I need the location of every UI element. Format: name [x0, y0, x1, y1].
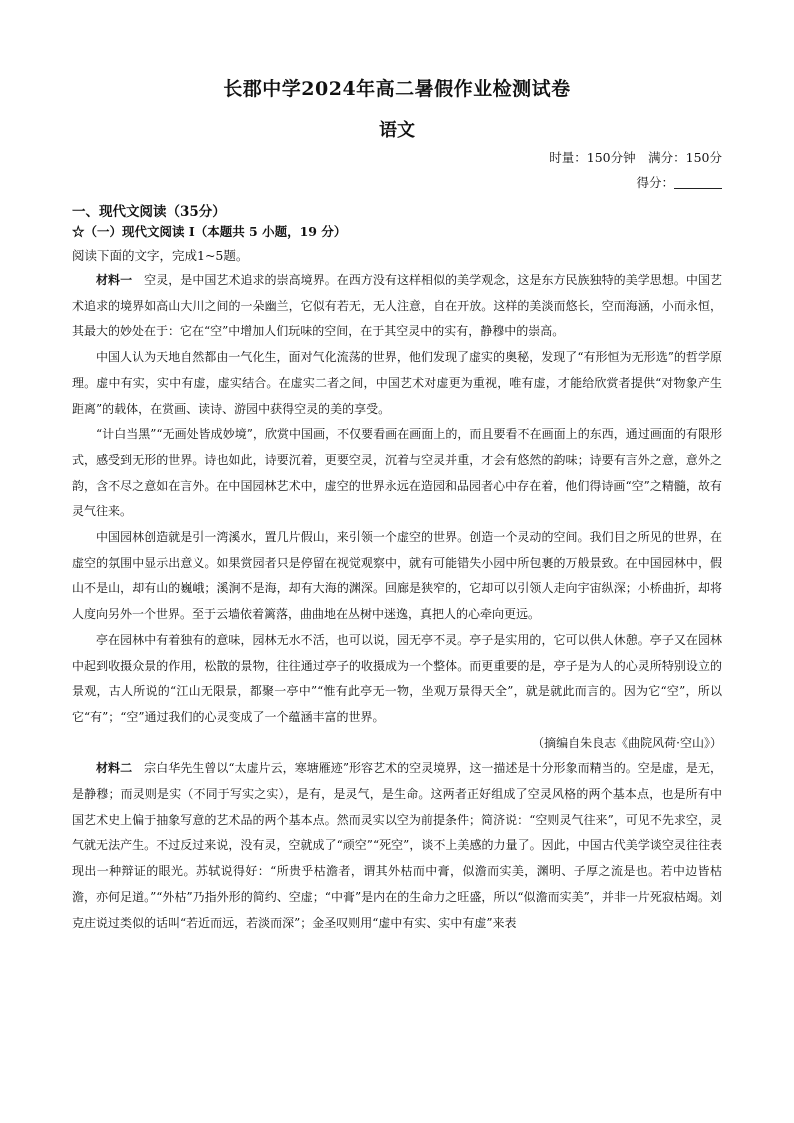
reading-passage [72, 268, 722, 936]
material2-paragraph-1 [72, 756, 722, 936]
material1-paragraph-3: “计白当黑”“无画处皆成妙境”，欣赏中国画，不仅要看画在画面上的，而且要看不在画面上的东西，通过画面的有限形式，感受到无形的世界。诗也如此，诗要沉着，更要空灵，沉着与空灵并重，才会有悠然的韵味；诗要有言外之意，意外之韵，含不尽之意如在言外。在中国园林艺术中，虚空的世界永远在造园和品园者心中存在着，他们得诗画“空”之精髓，故有灵气往来。 [72, 427, 722, 519]
material1-p1-text: 空灵，是中国艺术追求的崇高境界。在西方没有这样相似的美学观念，这是东方民族独特的美学思想。中国艺术追求的境界如高山大川之间的一朵幽兰，它似有若无，无人注意，自在开放。这样的美淡而悠长，空而海涵，小而永恒，其最大的妙处在于：它在“空”中增加人们玩味的空间，在于其空灵中的实有，静穆中的崇高。 [72, 273, 722, 339]
material1-label: 材料一 [96, 273, 133, 287]
score-field [636, 173, 722, 191]
material2-p1-text: 宗白华先生曾以“太虚片云，寒塘雁迹”形容艺术的空灵境界，这一描述是十分形象而精当的。空是虚，是无，是静穆；而灵则是实（不同于写实之实），是有，是灵气，是生命。这两者正好组成了空灵风格的两个基本点，也是所有中国艺术史上偏于抽象写意的艺术品的两个基本点。然而灵实以空为前提条件；简济说：“空则灵气往来”，可见不先求空，灵气就无法产生。不过反过来说，没有灵，空就成了“顽空”“死空”，谈不上美感的力量了。因此，中国古代美学谈空灵往往表现出一种辩证的眼光。苏轼说得好：“所贵乎枯澹者，谓其外枯而中膏，似澹而实美，渊明、子厚之流是也。若中边皆枯澹，亦何足道。”“外枯”乃指外形的简约、空虚；“中膏”是内在的生命力之旺盛，所以“似澹而实美”，并非一片死寂枯竭。刘克庄说过类似的话叫“若近而远，若淡而深”；金圣叹则用“虚中有实、实中有虚”来表 [72, 761, 722, 930]
page-title: 长郡中学2024年高二暑假作业检测试卷 [223, 78, 571, 100]
section-title: 一、现代文阅读（35分） [72, 204, 226, 220]
reading-instruction: 阅读下面的文字，完成1~5题。 [72, 248, 249, 263]
material1-paragraph-1 [72, 268, 722, 345]
material1-paragraph-5: 亭在园林中有着独有的意味，园林无水不活，也可以说，园无亭不灵。亭子是实用的，它可以供人休憩。亭子又在园林中起到收摄众景的作用，松散的景物，往往通过亭子的收摄成为一个整体。而更重要的是，亭子是为人的心灵所特别设立的景观，古人所说的“江山无限景，都聚一亭中”“惟有此亭无一物，坐观万景得天全”，就是就此而言的。因为它“空”，所以它“有”；“空”通过我们的心灵变成了一个蕴涵丰富的世界。 [72, 632, 722, 724]
material1-paragraph-4: 中国园林创造就是引一湾溪水，置几片假山，来引领一个虚空的世界。创造一个灵动的空间。我们目之所见的世界，在虚空的氛围中显示出意义。如果赏园者只是停留在视觉观察中，就有可能错失小园中所包裹的万般景致。在中国园林中，假山不是山，却有山的巍峨；溪涧不是海，却有大海的渊深。回廊是狭窄的，它却可以引领人走向宇宙纵深；小桥曲折，却将人度向另外一个世界。至于云墙依着篱落，曲曲地在丛树中迷逸，真把人的心牵向更远。 [72, 530, 722, 622]
material1-paragraph-2: 中国人认为天地自然都由一气化生，面对气化流荡的世界，他们发现了虚实的奥秘，发现了“有形恒为无形选”的哲学原理。虚中有实，实中有虚，虚实结合。在虚实二者之间，中国艺术对虚更为重视，唯有虚，才能给欣赏者提供“对物象产生距离”的载体，在赏画、读诗、游园中获得空灵的美的享受。 [72, 350, 722, 416]
score-blank [674, 175, 722, 189]
exam-meta: 时量：150分钟 满分：150分 [549, 150, 722, 165]
material2-label: 材料二 [96, 761, 133, 776]
subsection-title: ☆（一）现代文阅读 I（本题共 5 小题，19 分） [72, 224, 347, 239]
subject-title: 语文 [379, 120, 415, 141]
material1-source: （摘编自朱良志《曲院风荷·空山》） [532, 735, 722, 750]
score-label: 得分： [636, 175, 674, 190]
